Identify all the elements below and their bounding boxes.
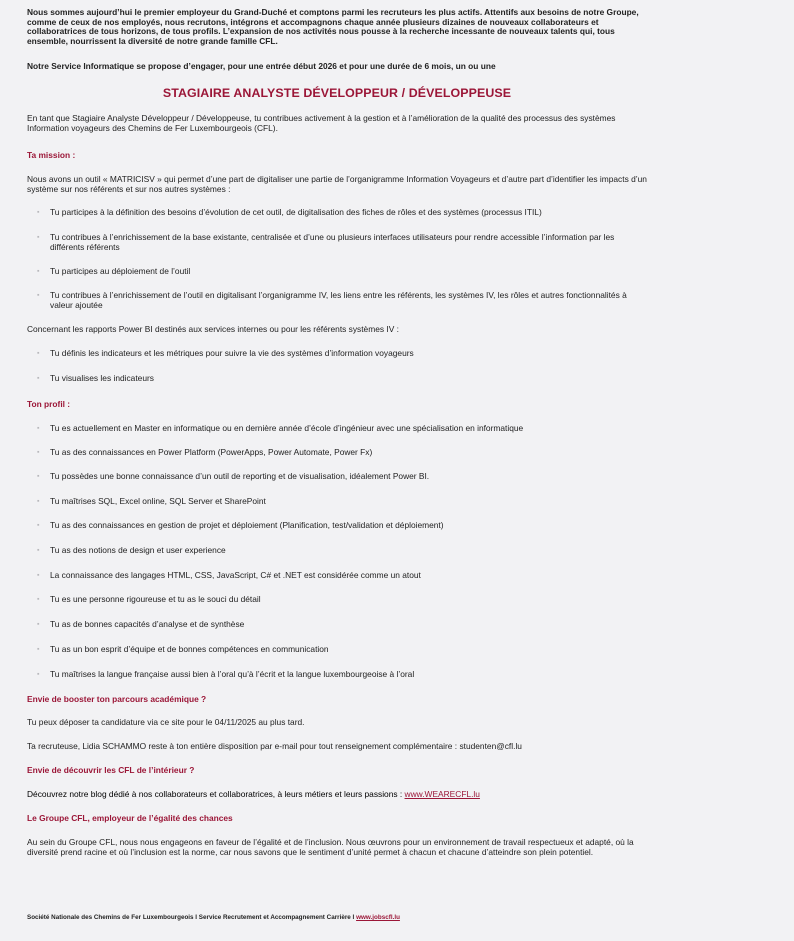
- profile-heading: Ton profil :: [27, 399, 71, 409]
- profile-item: ▪ Tu as des notions de design et user experience: [50, 546, 650, 556]
- footer-text: Société Nationale des Chemins de Fer Luxembourgeois I Service Recrutement et Accompagnement Carrière I: [27, 914, 357, 922]
- service-intro: Notre Service Informatique se propose d’engager, pour une entrée début 2026 et pour une durée de 6 mois, un ou une: [27, 61, 496, 71]
- apply-deadline: Tu peux déposer ta candidature via ce site pour le 04/11/2025 au plus tard.: [27, 717, 305, 727]
- intro-paragraph: Nous sommes aujourd’hui le premier employeur du Grand-Duché et comptons parmi les recruteurs les plus actifs. Attentifs aux besoins de notre Groupe, comme de ceux de nos employés, nous recrutons, intégrons et accompagnons chaque année plusieurs dizaines de nouveaux collaborateurs et collaboratrices de tous horizons, de tous profils. L’expansion de nos activités nous pousse à la recherche incessante de nouveaux talents qui, tous ensemble, nourrissent la diversité de notre grande famille CFL.: [27, 7, 639, 46]
- blog-paragraph: [27, 790, 647, 800]
- profile-item: ▪ Tu as un bon esprit d’équipe et de bonnes compétences en communication: [50, 645, 650, 655]
- blog-text: Découvrez notre blog dédié à nos collaborateurs et collaboratrices, à leurs métiers et leurs passions :: [27, 789, 405, 799]
- profile-item: ▪ Tu possèdes une bonne connaissance d’un outil de reporting et de visualisation, idéalement Power BI.: [50, 472, 650, 482]
- profile-item: ▪ La connaissance des langages HTML, CSS, JavaScript, C# et .NET est considérée comme un atout: [50, 571, 650, 581]
- powerbi-item: ▪ Tu définis les indicateurs et les métriques pour suivre la vie des systèmes d’information voyageurs: [50, 349, 650, 359]
- powerbi-item: ▪ Tu visualises les indicateurs: [50, 374, 650, 384]
- equality-text: Au sein du Groupe CFL, nous nous engageons en faveur de l’égalité et de l’inclusion. Nous œuvrons pour un environnement de travail respectueux et adapté, où la diversité prend racine et où l’inclusion est la norme, car nous savons que le sentiment d’unité permet à chacun et chacune d’atteindre son plein potentiel.: [27, 837, 634, 857]
- apply-contact: Ta recruteuse, Lidia SCHAMMO reste à ton entière disposition par e-mail pour tout renseignement complémentaire : studenten@cfl.lu: [27, 741, 522, 751]
- mission-item: ▪ Tu participes au déploiement de l’outil: [50, 267, 650, 277]
- inside-heading: Envie de découvrir les CFL de l’intérieur ?: [27, 765, 195, 775]
- profile-item: ▪ Tu es actuellement en Master en informatique ou en dernière année d’école d’ingénieur avec une spécialisation en informatique: [50, 424, 650, 434]
- profile-item: ▪ Tu maîtrises SQL, Excel online, SQL Server et SharePoint: [50, 497, 650, 507]
- role-description: En tant que Stagiaire Analyste Développeur / Développeuse, tu contribues activement à la gestion et à l’amélioration de la qualité des processus des systèmes Information voyageurs des Chemins de Fer Luxembourgeois (CFL).: [27, 113, 616, 133]
- blog-link[interactable]: www.WEARECFL.lu: [404, 789, 480, 799]
- mission-item: ▪ Tu contribues à l’enrichissement de l’outil en digitalisant l’organigramme IV, les liens entre les référents, les systèmes IV, les rôles et autres fonctionnalités à valeur ajoutée: [50, 291, 650, 310]
- apply-heading: Envie de booster ton parcours académique ?: [27, 694, 207, 704]
- profile-item: ▪ Tu as des connaissances en Power Platform (PowerApps, Power Automate, Power Fx): [50, 448, 650, 458]
- equality-heading: Le Groupe CFL, employeur de l’égalité des chances: [27, 813, 233, 823]
- mission-item: ▪ Tu contribues à l’enrichissement de la base existante, centralisée et d’une ou plusieurs interfaces utilisateurs pour rendre accessible l’information par les différents référents: [50, 233, 650, 252]
- footer-link[interactable]: www.jobscfl.lu: [356, 914, 400, 922]
- profile-item: ▪ Tu maîtrises la langue française aussi bien à l’oral qu’à l’écrit et la langue luxembourgeoise à l’oral: [50, 670, 650, 680]
- powerbi-intro: Concernant les rapports Power BI destinés aux services internes ou pour les référents systèmes IV :: [27, 324, 399, 334]
- job-title: STAGIAIRE ANALYSTE DÉVELOPPEUR / DÉVELOPPEUSE: [162, 86, 512, 100]
- profile-item: ▪ Tu es une personne rigoureuse et tu as le souci du détail: [50, 595, 650, 605]
- mission-intro: Nous avons un outil « MATRICISV » qui permet d’une part de digitaliser une partie de l’organigramme Information Voyageurs et d’autre part d’identifier les impacts d’un système sur nos référents et sur nos autres systèmes :: [27, 174, 647, 194]
- profile-item: ▪ Tu as de bonnes capacités d’analyse et de synthèse: [50, 620, 650, 630]
- mission-heading: Ta mission :: [27, 150, 76, 160]
- profile-item: ▪ Tu as des connaissances en gestion de projet et déploiement (Planification, test/validation et déploiement): [50, 521, 650, 531]
- footer: [27, 914, 400, 922]
- mission-item: ▪ Tu participes à la définition des besoins d’évolution de cet outil, de digitalisation des fiches de rôles et des systèmes (processus ITIL): [50, 208, 650, 218]
